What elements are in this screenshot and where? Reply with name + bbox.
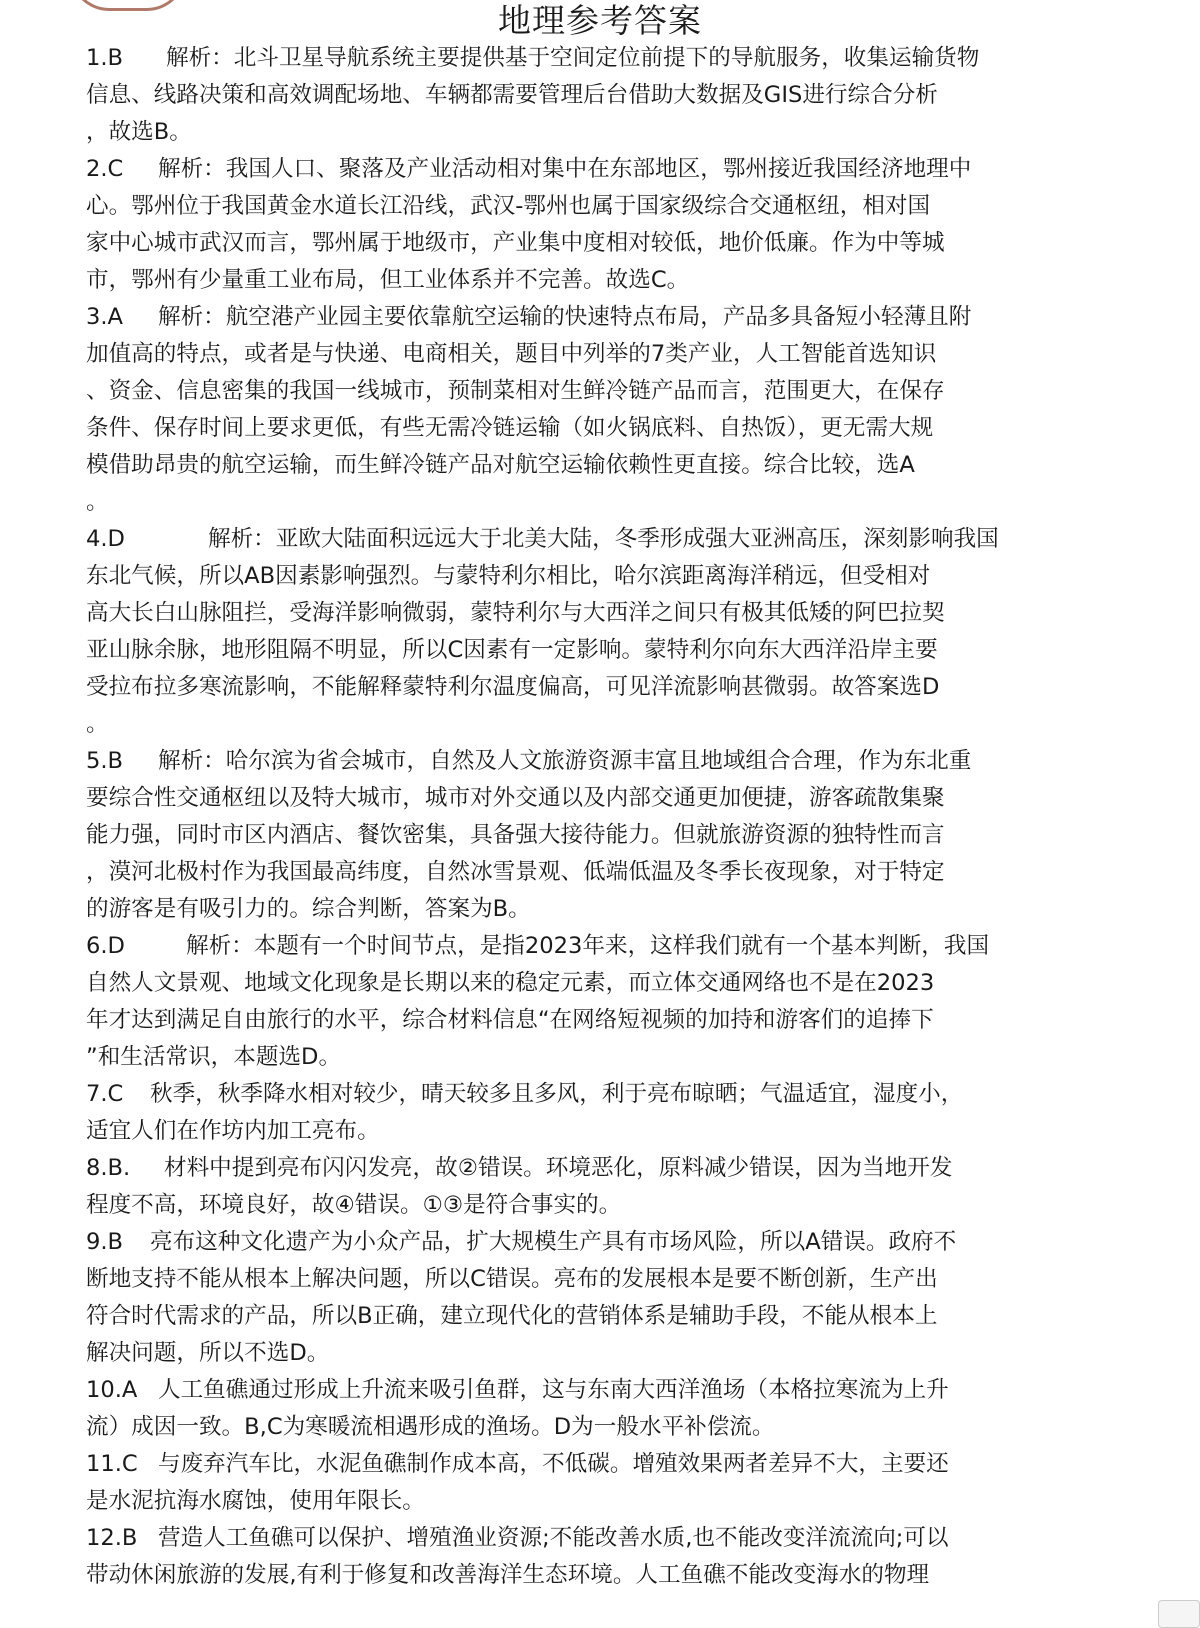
answer-number: 1.B [86,45,124,71]
answer-line: 高大长白山脉阻拦，受海洋影响微弱，蒙特利尔与大西洋之间只有极其低矮的阿巴拉契 [86,600,945,626]
answer-line: 2.C 解析：我国人口、聚落及产业活动相对集中在东部地区，鄂州接近我国经济地理中 [86,151,1176,188]
answer-number: 6.D [86,933,125,959]
page-title: 地理参考答案 [498,1,702,40]
answer-line: 10.A 人工鱼礁通过形成上升流来吸引鱼群，这与东南大西洋渔场（本格拉寒流为上升 [86,1372,1176,1409]
answer-5 [86,743,1176,928]
answer-line: 家中心城市武汉而言，鄂州属于地级市，产业集中度相对较低，地价低廉。作为中等城 [86,230,945,256]
answer-list [86,40,1176,1594]
answer-line: 12.B 营造人工鱼礁可以保护、增殖渔业资源;不能改善水质,也不能改变洋流流向;可以 [86,1520,1176,1557]
answer-line: 的游客是有吸引力的。综合判断，答案为B。 [86,896,531,922]
answer-line: 1.B 解析：北斗卫星导航系统主要提供基于空间定位前提下的导航服务，收集运输货物 [86,40,1176,77]
answer-line: 7.C 秋季，秋季降水相对较少，晴天较多且多风，利于亮布晾晒；气温适宜，湿度小， [86,1076,1176,1113]
answer-line: 8.B. 材料中提到亮布闪闪发亮，故②错误。环境恶化，原料减少错误，因为当地开发 [86,1150,1176,1187]
answer-line: 能力强，同时市区内酒店、餐饮密集，具备强大接待能力。但就旅游资源的独特性而言 [86,822,945,848]
answer-line: 模借助昂贵的航空运输，而生鲜冷链产品对航空运输依赖性更直接。综合比较，选A [86,452,915,478]
answer-number: 11.C [86,1451,138,1477]
answer-line: 程度不高，环境良好，故④错误。①③是符合事实的。 [86,1192,622,1218]
answer-9 [86,1224,1176,1372]
answer-number: 2.C [86,156,124,182]
answer-number: 12.B [86,1525,138,1551]
answer-11 [86,1446,1176,1520]
answer-line: 4.D 解析：亚欧大陆面积远远大于北美大陆，冬季形成强大亚洲高压，深刻影响我国 [86,521,1176,558]
answer-line: 带动休闲旅游的发展,有利于修复和改善海洋生态环境。人工鱼礁不能改变海水的物理 [86,1562,930,1588]
answer-line: ”和生活常识，本题选D。 [86,1044,342,1070]
answer-line: 。 [86,489,109,515]
answer-line: 条件、保存时间上要求更低，有些无需冷链运输（如火锅底料、自热饭），更无需大规 [86,415,934,441]
answer-line: 是水泥抗海水腐蚀，使用年限长。 [86,1488,425,1514]
answer-line: 流）成因一致。B,C为寒暖流相遇形成的渔场。D为一般水平补偿流。 [86,1414,775,1440]
answer-line: 加值高的特点，或者是与快递、电商相关，题目中列举的7类产业，人工智能首选知识 [86,341,937,367]
answer-line: 3.A 解析：航空港产业园主要依靠航空运输的快速特点布局，产品多具备短小轻薄且附 [86,299,1176,336]
answer-6 [86,928,1176,1076]
answer-line: 解决问题，所以不选D。 [86,1340,330,1366]
answer-line: 自然人文景观、地域文化现象是长期以来的稳定元素，而立体交通网络也不是在2023 [86,970,935,996]
answer-3 [86,299,1176,521]
answer-line: 年才达到满足自由旅行的水平，综合材料信息“在网络短视频的加持和游客们的追捧下 [86,1007,934,1033]
answer-line: 9.B 亮布这种文化遗产为小众产品，扩大规模生产具有市场风险，所以A错误。政府不 [86,1224,1176,1261]
answer-number: 7.C [86,1081,124,1107]
answer-line: 。 [86,711,109,737]
answer-line: 信息、线路决策和高效调配场地、车辆都需要管理后台借助大数据及GIS进行综合分析 [86,82,938,108]
answer-4 [86,521,1176,743]
answer-line: 、资金、信息密集的我国一线城市，预制菜相对生鲜冷链产品而言，范围更大，在保存 [86,378,945,404]
answer-2 [86,151,1176,299]
answer-12 [86,1520,1176,1594]
answer-line: ，漠河北极村作为我国最高纬度，自然冰雪景观、低端低温及冬季长夜现象，对于特定 [86,859,945,885]
answer-line: 受拉布拉多寒流影响，不能解释蒙特利尔温度偏高，可见洋流影响甚微弱。故答案选D [86,674,940,700]
answer-number: 5.B [86,748,124,774]
answer-line: 符合时代需求的产品，所以B正确，建立现代化的营销体系是辅助手段，不能从根本上 [86,1303,938,1329]
answer-line: ，故选B。 [86,119,192,145]
answer-line: 5.B 解析：哈尔滨为省会城市，自然及人文旅游资源丰富且地域组合合理，作为东北重 [86,743,1176,780]
answer-number: 9.B [86,1229,124,1255]
answer-line: 适宜人们在作坊内加工亮布。 [86,1118,380,1144]
answer-line: 要综合性交通枢纽以及特大城市，城市对外交通以及内部交通更加便捷，游客疏散集聚 [86,785,945,811]
answer-line: 东北气候，所以AB因素影响强烈。与蒙特利尔相比，哈尔滨距离海洋稍远，但受相对 [86,563,931,589]
corner-widget-icon [1158,1600,1200,1628]
answer-number: 10.A [86,1377,138,1403]
answer-line: 市，鄂州有少量重工业布局，但工业体系并不完善。故选C。 [86,267,690,293]
answer-line: 亚山脉余脉，地形阻隔不明显，所以C因素有一定影响。蒙特利尔向东大西洋沿岸主要 [86,637,938,663]
answer-7 [86,1076,1176,1150]
answer-line: 6.D 解析：本题有一个时间节点，是指2023年来，这样我们就有一个基本判断，我国 [86,928,1176,965]
answer-number: 4.D [86,526,125,552]
answer-number: 3.A [86,304,124,330]
answer-line: 11.C 与废弃汽车比，水泥鱼礁制作成本高，不低碳。增殖效果两者差异不大，主要还 [86,1446,1176,1483]
answer-number: 8.B. [86,1155,131,1181]
answer-10 [86,1372,1176,1446]
answer-line: 断地支持不能从根本上解决问题，所以C错误。亮布的发展根本是要不断创新，生产出 [86,1266,938,1292]
answer-8 [86,1150,1176,1224]
answer-line: 心。鄂州位于我国黄金水道长江沿线，武汉-鄂州也属于国家级综合交通枢纽，相对国 [86,193,931,219]
answer-1 [86,40,1176,151]
